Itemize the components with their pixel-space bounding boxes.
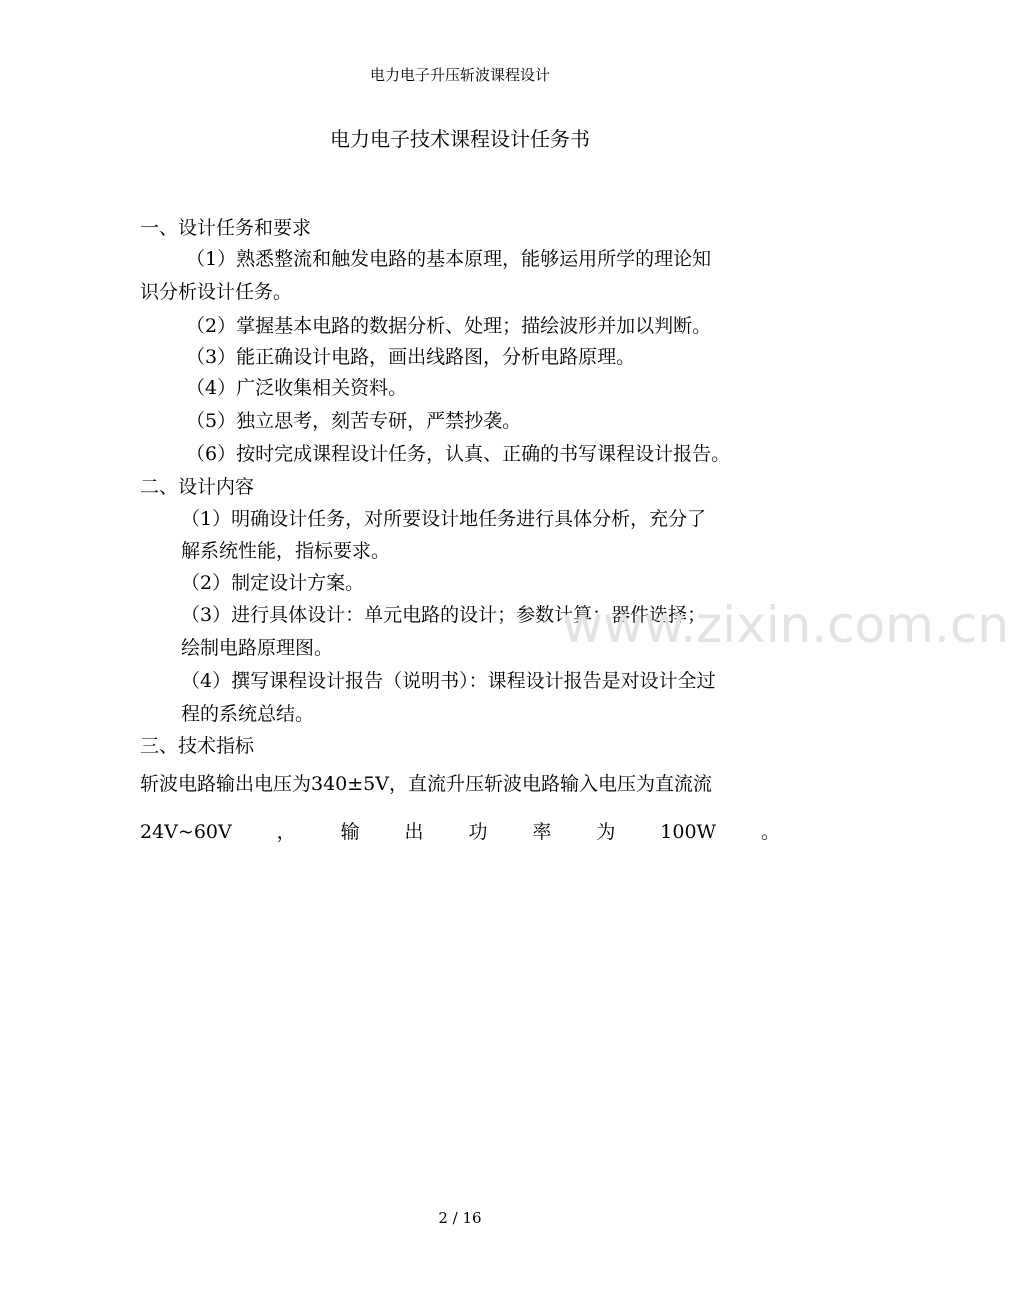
spec-token: 100W — [660, 821, 717, 843]
content-line: 程的系统总结。 — [181, 703, 315, 725]
requirement-line: （6）按时完成课程设计任务，认真、正确的书写课程设计报告。 — [186, 443, 731, 465]
watermark: www.zixin.com.cn — [562, 596, 1009, 654]
requirement-line: 识分析设计任务。 — [140, 281, 293, 303]
requirement-line: （3）能正确设计电路，画出线路图，分析电路原理。 — [186, 346, 636, 368]
spec-token: 24V~60V — [140, 821, 232, 843]
page-number: 2 / 16 — [438, 1209, 482, 1227]
spec-token: 率 — [532, 821, 552, 843]
page-header: 电力电子升压斩波课程设计 — [369, 66, 550, 84]
content-line: （1）明确设计任务，对所要设计地任务进行具体分析，充分了 — [181, 508, 707, 530]
spec-token: 。 — [760, 821, 780, 843]
spec-token: ， — [276, 821, 296, 843]
content-line: 绘制电路原理图。 — [181, 637, 334, 659]
document-title: 电力电子技术课程设计任务书 — [330, 127, 590, 151]
section-heading-requirements: 一、设计任务和要求 — [140, 217, 312, 239]
section-heading-content: 二、设计内容 — [140, 476, 255, 498]
requirement-line: （5）独立思考，刻苦专研，严禁抄袭。 — [186, 410, 522, 432]
content-line: （4）撰写课程设计报告（说明书）：课程设计报告是对设计全过 — [181, 670, 716, 692]
spec-token: 出 — [404, 821, 424, 843]
spec-token: 输 — [340, 821, 360, 843]
requirement-line: （4）广泛收集相关资料。 — [186, 377, 408, 399]
section-heading-specs: 三、技术指标 — [140, 735, 255, 757]
spec-token: 为 — [596, 821, 616, 843]
content-line: （2）制定设计方案。 — [181, 572, 365, 594]
requirement-line: （1）熟悉整流和触发电路的基本原理，能够运用所学的理论知 — [186, 248, 712, 270]
content-line: （3）进行具体设计：单元电路的设计；参数计算；器件选择； — [181, 604, 707, 626]
spec-line-justified — [140, 820, 780, 844]
requirement-line: （2）掌握基本电路的数据分析、处理；描绘波形并加以判断。 — [186, 315, 712, 337]
content-line: 解系统性能，指标要求。 — [181, 540, 391, 562]
spec-line: 斩波电路输出电压为340±5V，直流升压斩波电路输入电压为直流流 — [140, 773, 712, 795]
spec-token: 功 — [468, 821, 488, 843]
